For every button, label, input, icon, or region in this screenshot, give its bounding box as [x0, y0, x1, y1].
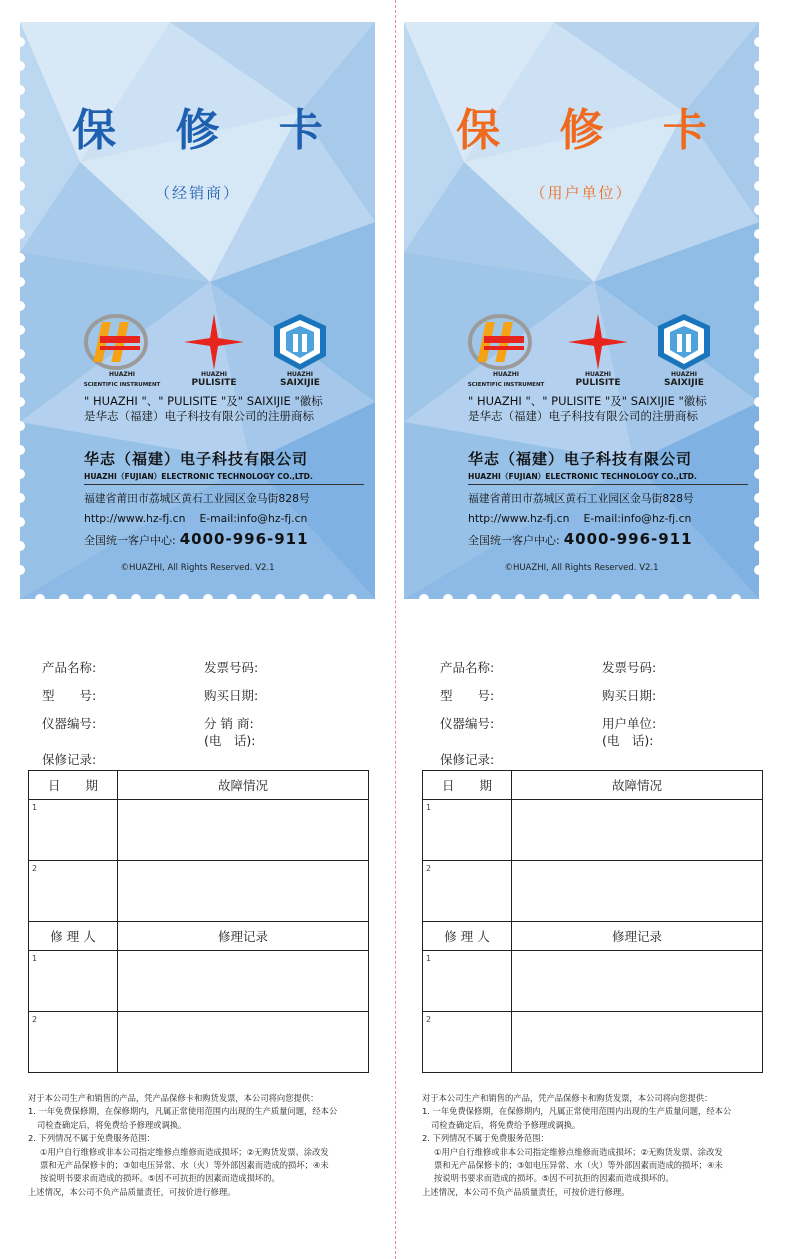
trademark-notice — [468, 394, 748, 424]
huazhi-logo-name: SCIENTIFIC INSTRUMENT — [83, 382, 161, 388]
purchase-date-label: 购买日期: — [204, 688, 259, 703]
company-contact — [468, 512, 748, 525]
huazhi-logo-name: SCIENTIFIC INSTRUMENT — [467, 382, 545, 388]
row-number: 1 — [426, 803, 432, 812]
pulisite-logo-icon — [174, 312, 254, 388]
terms-item1-cont: 司检查确定后，将免费给予修理或调换。 — [37, 1119, 187, 1130]
product-name-label: 产品名称: — [440, 660, 495, 675]
user-form — [422, 650, 777, 1197]
hotline-number: 4000-996-911 — [179, 530, 309, 548]
huazhi-logo-icon — [82, 312, 162, 388]
terms-intro: 对于本公司生产和销售的产品，凭产品保修卡和购货发票，本公司将向您提供： — [422, 1093, 713, 1103]
repair-header: 修理记录 — [512, 922, 763, 951]
company-email: E-mail:info@hz-fj.cn — [583, 512, 692, 525]
terms-item1: 1. 一年免费保修期，在保修期内，凡属正常使用范围内出现的生产质量问题，经本公 — [28, 1106, 338, 1117]
company-name-en: HUAZHI（FUJIAN）ELECTRONIC TECHNOLOGY CO.,LTD. — [468, 471, 748, 485]
phone-label: (电 话): — [204, 733, 256, 748]
model-label: 型 号: — [440, 688, 495, 703]
warranty-terms — [422, 1092, 772, 1199]
saixijie-logo-icon — [644, 312, 724, 388]
company-name-cn: 华志（福建）电子科技有限公司 — [468, 450, 693, 468]
saixijie-logo-name: SAIXIJIE — [664, 378, 704, 388]
brand-logos — [82, 312, 342, 392]
table-row — [423, 951, 763, 1012]
table-row — [423, 800, 763, 861]
saixijie-logo-icon — [260, 312, 340, 388]
terms-item2c: 按说明书要求而造成的损坏。⑤因不可抗拒的因素而造成损坏的。 — [40, 1173, 280, 1184]
terms-closing: 上述情况，本公司不负产品质量责任，可按价进行修理。 — [28, 1186, 236, 1197]
terms-intro: 对于本公司生产和销售的产品，凭产品保修卡和购货发票，本公司将向您提供： — [28, 1093, 319, 1103]
cut-line — [395, 0, 396, 1259]
terms-item1-cont: 司检查确定后，将免费给予修理或调换。 — [431, 1119, 581, 1130]
warranty-record-table — [422, 770, 763, 1073]
terms-item2a: ①用户自行维修或非本公司指定维修点维修而造成损坏；②无购货发票、涂改发 — [434, 1146, 723, 1157]
company-website: http://www.hz-fj.cn — [468, 512, 570, 525]
table-row — [29, 951, 369, 1012]
row-number: 2 — [32, 1015, 38, 1024]
trademark-line1: " HUAZHI "、" PULISITE "及" SAIXIJIE "徽标 — [84, 394, 323, 408]
instrument-no-label: 仪器编号: — [440, 716, 495, 731]
date-header: 日 期 — [29, 771, 118, 800]
copyright: ©HUAZHI, All Rights Reserved. V2.1 — [504, 563, 659, 573]
saixijie-logo-name: SAIXIJIE — [280, 378, 320, 388]
saixijie-logo-small: HUAZHI — [287, 371, 313, 378]
hotline-number: 4000-996-911 — [563, 530, 693, 548]
user-unit-label: 用户单位: — [602, 716, 657, 731]
model-label: 型 号: — [42, 688, 97, 703]
trademark-line2: 是华志（福建）电子科技有限公司的注册商标 — [468, 409, 698, 423]
huazhi-logo-small: HUAZHI — [493, 371, 519, 378]
warranty-record-table — [28, 770, 369, 1073]
warranty-terms — [28, 1092, 378, 1199]
card-title: 保 修 卡 — [72, 105, 345, 156]
table-row — [423, 861, 763, 922]
terms-item2c: 按说明书要求而造成的损坏。⑤因不可抗拒的因素而造成损坏的。 — [434, 1173, 674, 1184]
record-label: 保修记录: — [440, 752, 495, 767]
table-row — [29, 1012, 369, 1073]
pulisite-logo-name: PULISITE — [191, 378, 237, 388]
warranty-card-dealer — [20, 22, 375, 599]
trademark-line2: 是华志（福建）电子科技有限公司的注册商标 — [84, 409, 314, 423]
fault-header: 故障情况 — [512, 771, 763, 800]
table-row — [423, 1012, 763, 1073]
date-header: 日 期 — [423, 771, 512, 800]
repairer-header: 修 理 人 — [29, 922, 118, 951]
row-number: 2 — [426, 1015, 432, 1024]
warranty-card-user — [404, 22, 759, 599]
row-number: 2 — [32, 864, 38, 873]
invoice-no-label: 发票号码: — [602, 660, 657, 675]
dealer-label: 分 销 商: — [204, 716, 254, 731]
terms-item2b: 票和无产品保修卡的；③如电压异常、水（火）等外部因素而造成的损坏；④未 — [434, 1160, 723, 1171]
terms-item2: 2. 下列情况不属于免费服务范围： — [422, 1133, 549, 1144]
company-address: 福建省莆田市荔城区黄石工业园区金马街828号 — [468, 492, 694, 505]
dealer-form — [28, 650, 383, 1197]
product-name-label: 产品名称: — [42, 660, 97, 675]
company-address: 福建省莆田市荔城区黄石工业园区金马街828号 — [84, 492, 310, 505]
row-number: 2 — [426, 864, 432, 873]
card-title: 保 修 卡 — [456, 105, 729, 156]
brand-logos — [466, 312, 726, 392]
instrument-no-label: 仪器编号: — [42, 716, 97, 731]
table-row — [29, 800, 369, 861]
record-label: 保修记录: — [42, 752, 97, 767]
card-subtitle: （用户单位） — [530, 184, 633, 202]
row-number: 1 — [426, 954, 432, 963]
pulisite-logo-small: HUAZHI — [585, 371, 611, 378]
table-row — [29, 861, 369, 922]
phone-label: (电 话): — [602, 733, 654, 748]
pulisite-logo-small: HUAZHI — [201, 371, 227, 378]
trademark-notice — [84, 394, 364, 424]
repair-header: 修理记录 — [118, 922, 369, 951]
pulisite-logo-name: PULISITE — [575, 378, 621, 388]
company-hotline — [84, 530, 364, 548]
repairer-header: 修 理 人 — [423, 922, 512, 951]
company-hotline — [468, 530, 748, 548]
terms-item1: 1. 一年免费保修期，在保修期内，凡属正常使用范围内出现的生产质量问题，经本公 — [422, 1106, 732, 1117]
terms-item2b: 票和无产品保修卡的；③如电压异常、水（火）等外部因素而造成的损坏；④未 — [40, 1160, 329, 1171]
card-subtitle: （经销商） — [154, 184, 240, 202]
pulisite-logo-icon — [558, 312, 638, 388]
terms-closing: 上述情况，本公司不负产品质量责任，可按价进行修理。 — [422, 1186, 630, 1197]
trademark-line1: " HUAZHI "、" PULISITE "及" SAIXIJIE "徽标 — [468, 394, 707, 408]
company-contact — [84, 512, 364, 525]
invoice-no-label: 发票号码: — [204, 660, 259, 675]
row-number: 1 — [32, 803, 38, 812]
company-info — [84, 448, 364, 548]
huazhi-logo-small: HUAZHI — [109, 371, 135, 378]
company-website: http://www.hz-fj.cn — [84, 512, 186, 525]
fault-header: 故障情况 — [118, 771, 369, 800]
company-info — [468, 448, 748, 548]
purchase-date-label: 购买日期: — [602, 688, 657, 703]
row-number: 1 — [32, 954, 38, 963]
company-name-en: HUAZHI（FUJIAN）ELECTRONIC TECHNOLOGY CO.,LTD. — [84, 471, 364, 485]
hotline-label: 全国统一客户中心: — [84, 534, 176, 547]
copyright: ©HUAZHI, All Rights Reserved. V2.1 — [120, 563, 275, 573]
terms-item2a: ①用户自行维修或非本公司指定维修点维修而造成损坏；②无购货发票、涂改发 — [40, 1146, 329, 1157]
company-name-cn: 华志（福建）电子科技有限公司 — [84, 450, 309, 468]
saixijie-logo-small: HUAZHI — [671, 371, 697, 378]
hotline-label: 全国统一客户中心: — [468, 534, 560, 547]
company-email: E-mail:info@hz-fj.cn — [199, 512, 308, 525]
huazhi-logo-icon — [466, 312, 546, 388]
terms-item2: 2. 下列情况不属于免费服务范围： — [28, 1133, 155, 1144]
